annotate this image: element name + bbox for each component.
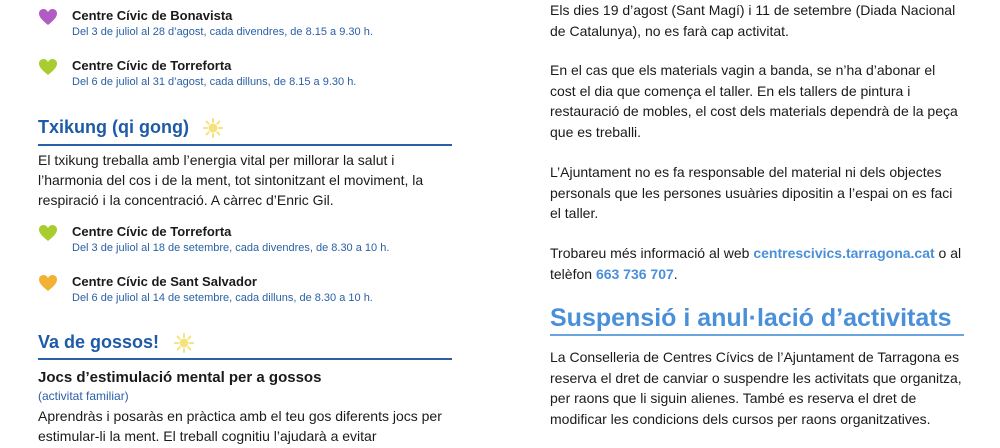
section-title: Va de gossos!	[38, 332, 160, 352]
info-text: .	[673, 265, 678, 282]
heart-icon	[38, 274, 58, 292]
section-header-gossos	[38, 332, 452, 360]
txikung-description: El txikung treballa amb l’energia vital per millorar la salut i l’harmonia del cos i de la ment, tot sintonitzant el moviment, la respiració i la concentració. A càrrec d’Enric Gil.	[38, 152, 424, 208]
paragraph-materials: En el cas que els materials vagin a banda, se n’ha d’abonar el cost el dia que comença el taller. En els tallers de pintura i restauració de mobles, el cost dels materials dependrà de la peça que es treballi.	[550, 62, 958, 140]
venue-name: Centre Cívic de Sant Salvador	[72, 274, 257, 289]
sun-icon	[203, 118, 223, 138]
paragraph-suspension: La Conselleria de Centres Cívics de l’Ajuntament de Tarragona es reserva el dret de canviar o suspendre les activitats que organitza, per raons que li siguin alienes. També es reserva el dret de modificar les condicions dels cursos per raons organitzatives.	[550, 349, 962, 427]
venue-schedule: Del 6 de juliol al 14 de setembre, cada dilluns, de 8.30 a 10 h.	[72, 292, 373, 304]
info-text: Trobareu més informació al web	[550, 245, 754, 261]
paragraph-holidays: Els dies 19 d’agost (Sant Magí) i 11 de setembre (Diada Nacional de Catalunya), no es farà cap activitat.	[550, 2, 956, 39]
heart-icon	[38, 8, 58, 26]
section-title: Txikung (qi gong)	[38, 117, 189, 137]
sun-icon	[174, 333, 194, 353]
gossos-description: Aprendràs i posaràs en pràctica amb el teu gos diferents jocs per estimular-li la ment. El treball cognitiu l’ajudarà a evitar	[38, 408, 442, 444]
phone-link[interactable]: 663 736 707	[595, 265, 674, 282]
venue-schedule: Del 3 de juliol al 28 d’agost, cada divendres, de 8.15 a 9.30 h.	[72, 26, 373, 38]
section-header-suspensio	[550, 304, 964, 336]
activity-title: Jocs d’estimulació mental per a gossos	[38, 369, 322, 386]
heart-icon	[38, 224, 58, 242]
section-title: Suspensió i anul·lació d’activitats	[550, 304, 952, 332]
paragraph-responsibility: L’Ajuntament no es fa responsable del material ni dels objectes personals que les persones usuàries dipositin a l’espai on es faci el taller.	[550, 164, 953, 221]
venue-name: Centre Cívic de Torreforta	[72, 224, 232, 239]
heart-icon	[38, 58, 58, 76]
venue-schedule: Del 3 de juliol al 18 de setembre, cada divendres, de 8.30 a 10 h.	[72, 242, 390, 254]
venue-name: Centre Cívic de Bonavista	[72, 8, 233, 23]
info-text: o al telèfon	[550, 245, 962, 282]
website-link[interactable]: centrescivics.tarragona.cat	[753, 245, 935, 261]
paragraph-info	[550, 243, 964, 284]
activity-tag: (activitat familiar)	[38, 389, 129, 403]
venue-schedule: Del 6 de juliol al 31 d’agost, cada dilluns, de 8.15 a 9.30 h.	[72, 76, 357, 88]
section-header-txikung	[38, 117, 452, 146]
venue-name: Centre Cívic de Torreforta	[72, 58, 232, 73]
